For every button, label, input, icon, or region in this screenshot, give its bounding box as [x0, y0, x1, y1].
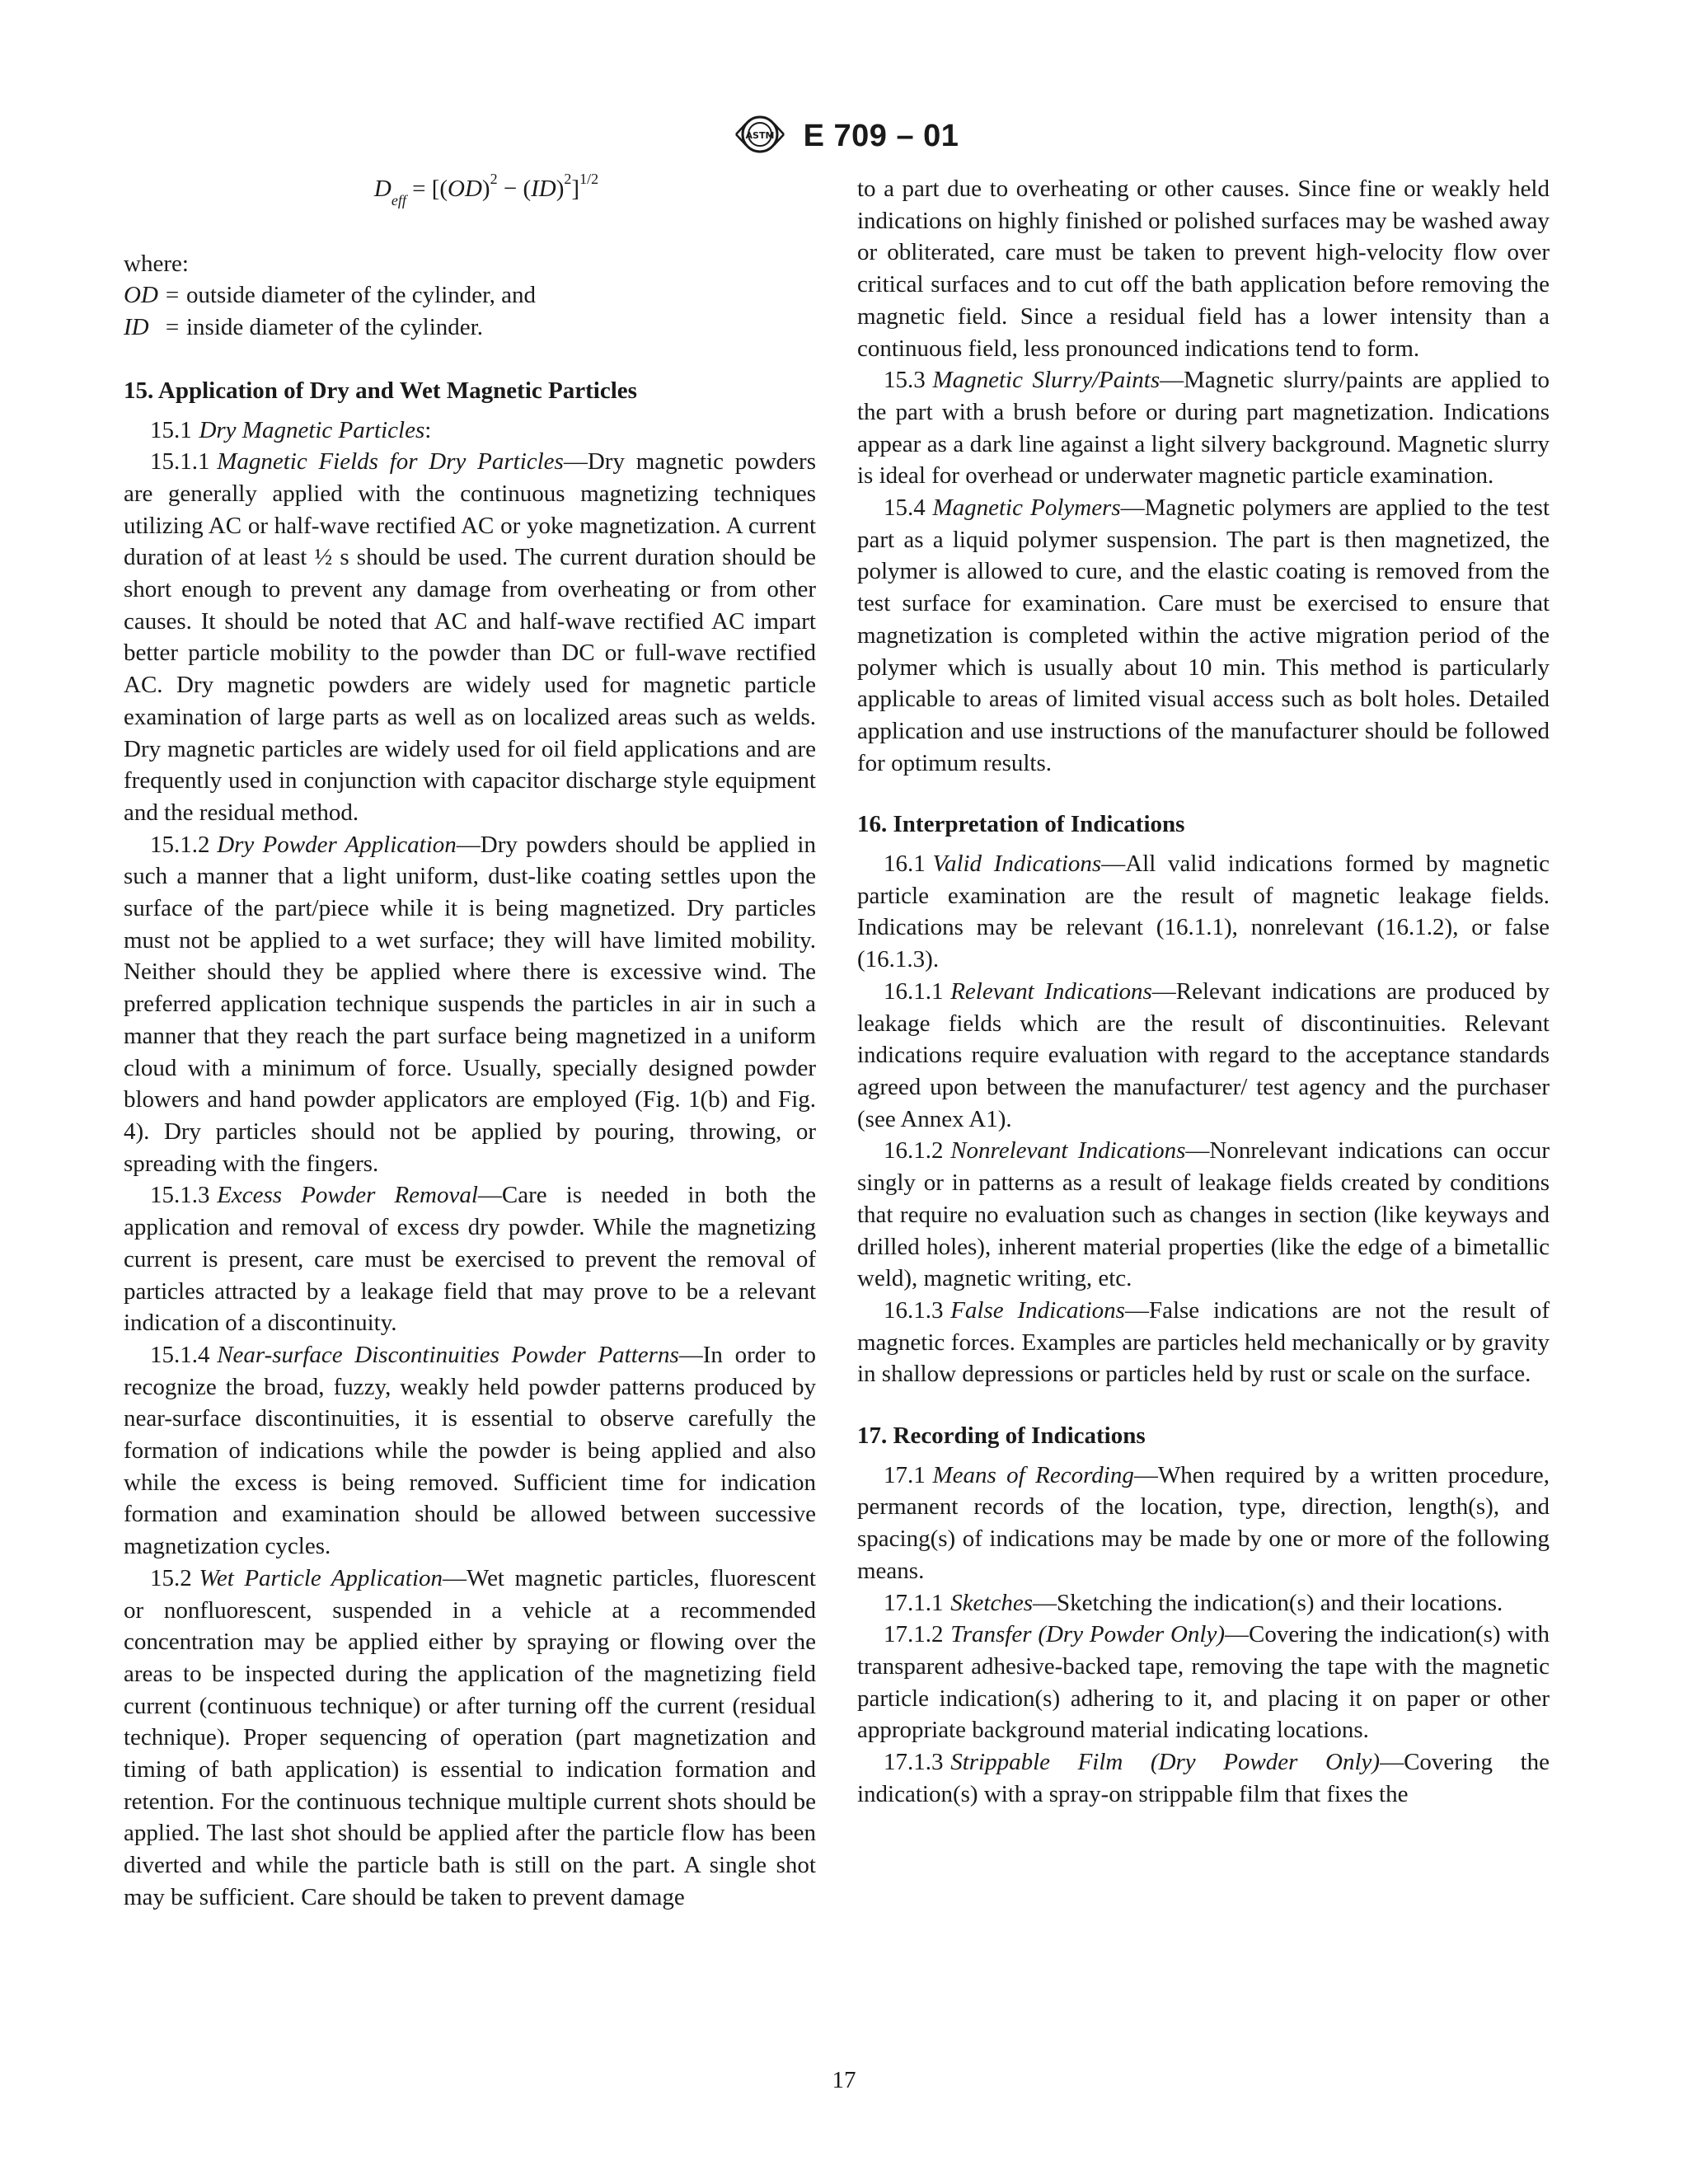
- page-number: 17: [832, 2067, 856, 2093]
- definition-od: OD = outside diameter of the cylinder, and: [124, 282, 537, 309]
- paragraph-15-1-1: 15.1.1 Magnetic Fields for Dry Particles—Dry magnetic powders are generally applied with the continuous magnetizing techniques utilizing AC or half-wave rectified AC or yoke magnetization. A current duration of at least ½ s should be used. The current duration should be short enough to prevent any damage from overheating or from other causes. It should be noted that AC and half-wave rectified AC impart better particle mobility to the powder than DC or full-wave rectified AC. Dry magnetic powders are widely used for magnetic particle examination of large parts as well as on localized areas such as welds. Dry magnetic particles are widely used for oil field applications and are frequently used in conjunction with capacitor discharge style equipment and the residual method.: [124, 448, 816, 826]
- paragraph-17-1-2: 17.1.2 Transfer (Dry Powder Only)—Covering the indication(s) with transparent adhesive-backed tape, removing the tape with the magnetic particle indication(s) adhering to it, and placing it on paper or other appropriate background material indicating locations.: [857, 1621, 1550, 1744]
- where-label: where:: [124, 250, 189, 277]
- paragraph-15-1: 15.1 Dry Magnetic Particles:: [150, 416, 432, 443]
- page-header: [0, 114, 1688, 159]
- paragraph-16-1: 16.1 Valid Indications—All valid indications formed by magnetic particle examination are the result of magnetic leakage fields. Indications may be relevant (16.1.1), nonrelevant (16.1.2), or false (16.1.3).: [857, 851, 1550, 973]
- paragraph-17-1: 17.1 Means of Recording—When required by a written procedure, permanent records of the location, type, direction, length(s), and spacing(s) of indications may be made by one or more of the following means.: [857, 1461, 1550, 1584]
- paragraph-16-1-1: 16.1.1 Relevant Indications—Relevant indications are produced by leakage fields which are the result of discontinuities. Relevant indications require evaluation with regard to the acceptance standards agreed upon between the manufacturer/ test agency and the purchaser (see Annex A1).: [857, 977, 1550, 1132]
- section-15-heading: 15. Application of Dry and Wet Magnetic Particles: [124, 377, 637, 404]
- paragraph-15-1-4: 15.1.4 Near-surface Discontinuities Powder Patterns—In order to recognize the broad, fuzzy, weakly held powder patterns produced by near-surface discontinuities, it is essential to observe carefully the formation of indications while the powder is being applied and also while the excess is being removed. Sufficient time for indication formation and examination should be allowed between successive magnetization cycles.: [124, 1341, 816, 1560]
- paragraph-15-4: 15.4 Magnetic Polymers—Magnetic polymers are applied to the test part as a liquid polymer suspension. The part is then magnetized, the polymer is allowed to cure, and the elastic coating is removed from the test surface for examination. Care must be exercised to ensure that magnetization is completed within the active migration period of the polymer which is usually about 10 min. This method is particularly applicable to areas of limited visual access such as bolt holes. Detailed application and use instructions of the manufacturer should be followed for optimum results.: [857, 494, 1550, 776]
- paragraph-15-2: 15.2 Wet Particle Application—Wet magnetic particles, fluorescent or nonfluorescent, suspended in a vehicle at a recommended concentration may be applied either by spraying or flowing over the areas to be inspected during the application of the magnetizing field current (continuous technique) or after turning off the current (residual technique). Proper sequencing of operation (part magnetization and timing of bath application) is essential to indication formation and retention. For the continuous technique multiple current shots should be applied. The last shot should be applied after the particle flow has been diverted and while the particle bath is still on the part. A single shot may be sufficient. Care should be taken to prevent damage: [124, 1564, 816, 1910]
- section-16-heading: 16. Interpretation of Indications: [857, 811, 1185, 838]
- definition-id: ID = inside diameter of the cylinder.: [124, 314, 483, 341]
- effective-diameter-equation: $D_{eff} = [(OD)^2 - (ID)^2]^{1/2}$: [373, 171, 599, 209]
- paragraph-15-3: 15.3 Magnetic Slurry/Paints—Magnetic slurry/paints are applied to the part with a brush before or during part magnetization. Indications appear as a dark line against a light silvery background. Magnetic slurry is ideal for overhead or underwater magnetic particle examination.: [857, 367, 1550, 490]
- paragraph-15-2-continued: to a part due to overheating or other causes. Since fine or weakly held indications on highly finished or polished surfaces may be washed away or obliterated, care must be taken to prevent high-velocity flow over critical surfaces and to cut off the bath application before removing the magnetic field. Since a residual field has a lower intensity than a continuous field, less pronounced indications tend to form.: [857, 176, 1550, 362]
- section-17-heading: 17. Recording of Indications: [857, 1422, 1146, 1450]
- left-column: [124, 173, 816, 1914]
- standard-designation: E 709 – 01: [803, 119, 959, 153]
- paragraph-17-1-1: 17.1.1 Sketches—Sketching the indication(s) and their locations.: [884, 1589, 1503, 1616]
- paragraph-16-1-3: 16.1.3 False Indications—False indications are not the result of magnetic forces. Examples are particles held mechanically or by gravity in shallow depressions or particles held by rust or scale on the surface.: [857, 1296, 1550, 1388]
- paragraph-16-1-2: 16.1.2 Nonrelevant Indications—Nonrelevant indications can occur singly or in patterns as a result of leakage fields created by conditions that require no evaluation such as changes in section (like keyways and drilled holes), inherent material properties (like the edge of a bimetallic weld), magnetic writing, etc.: [857, 1137, 1550, 1292]
- paragraph-15-1-2: 15.1.2 Dry Powder Application—Dry powders should be applied in such a manner that a light uniform, dust-like coating settles upon the surface of the part/piece while it is being magnetized. Dry particles must not be applied to a wet surface; they will have limited mobility. Neither should they be applied where there is excessive wind. The preferred application technique suspends the particles in air in such a manner that they reach the part surface being magnetized in a uniform cloud with a minimum of force. Usually, specially designed powder blowers and hand powder applicators are employed (Fig. 1(b) and Fig. 4). Dry particles should not be applied by pouring, throwing, or spreading with the fingers.: [124, 831, 816, 1177]
- svg-text:ASTM: ASTM: [745, 130, 775, 141]
- astm-logo: [729, 114, 790, 159]
- paragraph-17-1-3: 17.1.3 Strippable Film (Dry Powder Only)—Covering the indication(s) with a spray-on strippable film that fixes the: [857, 1749, 1550, 1807]
- right-column: [857, 173, 1550, 1810]
- paragraph-15-1-3: 15.1.3 Excess Powder Removal—Care is needed in both the application and removal of excess dry powder. While the magnetizing current is present, care must be exercised to prevent the removal of particles attracted by a leakage field that may prove to be a relevant indication of a discontinuity.: [124, 1182, 816, 1337]
